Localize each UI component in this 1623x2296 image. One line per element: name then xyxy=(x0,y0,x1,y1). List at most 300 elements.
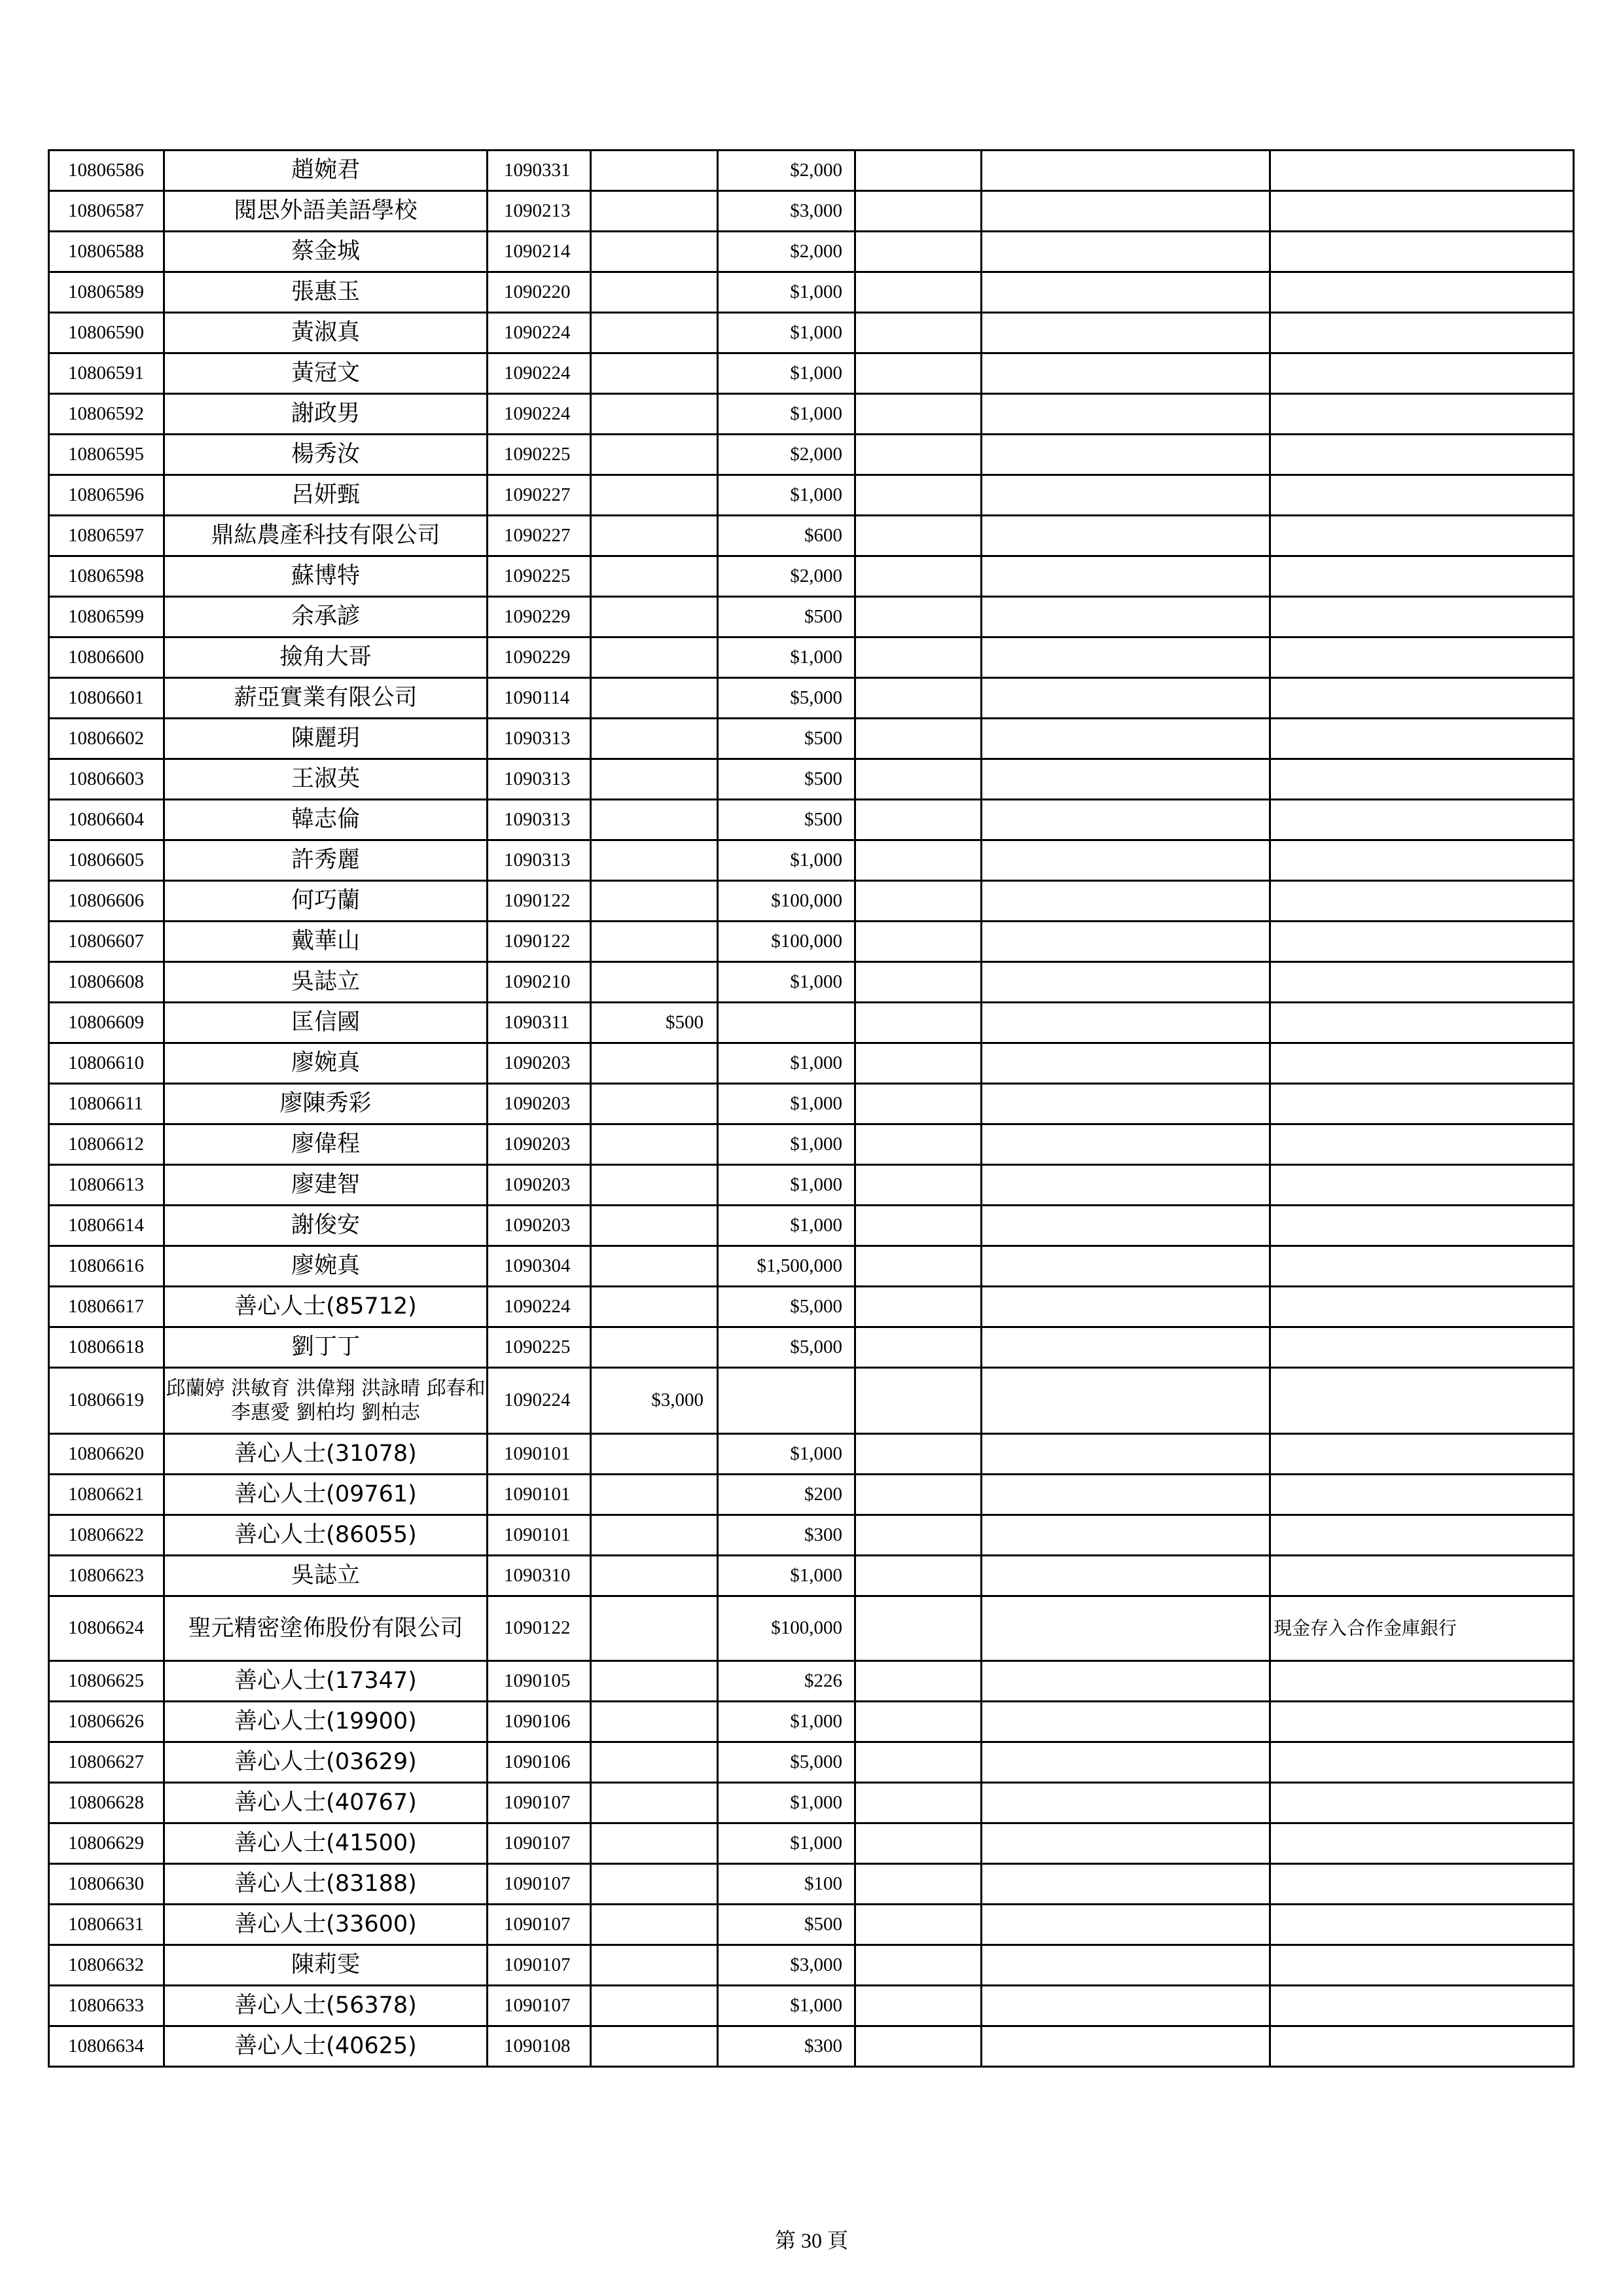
donation-date-cell: 1090224 xyxy=(488,353,591,394)
receipt-number-cell: 10806629 xyxy=(49,1823,164,1864)
remark-cell xyxy=(1270,2026,1574,2067)
blank-column-cell xyxy=(855,1043,982,1084)
amount-column-a-cell xyxy=(591,840,718,881)
remark-cell xyxy=(1270,637,1574,678)
amount-column-a-cell xyxy=(591,1515,718,1556)
blank-column-cell xyxy=(982,1702,1270,1742)
donation-date-cell: 1090203 xyxy=(488,1084,591,1124)
amount-column-a-cell xyxy=(591,556,718,597)
blank-column-cell xyxy=(982,1783,1270,1823)
blank-column-cell xyxy=(855,1475,982,1515)
amount-column-a-cell xyxy=(591,759,718,800)
remark-cell xyxy=(1270,313,1574,353)
table-row xyxy=(49,922,1574,962)
receipt-number-cell: 10806591 xyxy=(49,353,164,394)
blank-column-cell xyxy=(982,475,1270,516)
table-row xyxy=(49,1905,1574,1945)
donor-name-cell: 善心人士(41500) xyxy=(164,1823,488,1864)
donor-name-cell: 蘇博特 xyxy=(164,556,488,597)
donation-date-cell: 1090220 xyxy=(488,272,591,313)
receipt-number-cell: 10806611 xyxy=(49,1084,164,1124)
donation-date-cell: 1090224 xyxy=(488,1287,591,1327)
remark-cell xyxy=(1270,394,1574,435)
table-row xyxy=(49,516,1574,556)
donor-name-cell: 聖元精密塗佈股份有限公司 xyxy=(164,1596,488,1661)
donor-name-cell: 許秀麗 xyxy=(164,840,488,881)
amount-column-b-cell: $5,000 xyxy=(718,1287,855,1327)
amount-column-b-cell: $1,000 xyxy=(718,1206,855,1246)
amount-column-b-cell: $1,000 xyxy=(718,637,855,678)
amount-column-b-cell: $500 xyxy=(718,759,855,800)
remark-cell xyxy=(1270,1556,1574,1596)
amount-column-a-cell xyxy=(591,191,718,232)
amount-column-a-cell xyxy=(591,2026,718,2067)
amount-column-a-cell xyxy=(591,637,718,678)
blank-column-cell xyxy=(982,1742,1270,1783)
donor-name-cell: 善心人士(31078) xyxy=(164,1434,488,1475)
amount-column-b-cell: $300 xyxy=(718,1515,855,1556)
blank-column-cell xyxy=(982,922,1270,962)
table-row xyxy=(49,1043,1574,1084)
table-row xyxy=(49,1206,1574,1246)
receipt-number-cell: 10806633 xyxy=(49,1986,164,2026)
donation-date-cell: 1090114 xyxy=(488,678,591,719)
table-row xyxy=(49,272,1574,313)
amount-column-b-cell: $1,000 xyxy=(718,475,855,516)
table-row xyxy=(49,475,1574,516)
receipt-number-cell: 10806616 xyxy=(49,1246,164,1287)
remark-cell xyxy=(1270,1124,1574,1165)
amount-column-b-cell: $1,000 xyxy=(718,840,855,881)
amount-column-b-cell: $1,000 xyxy=(718,1084,855,1124)
table-row xyxy=(49,637,1574,678)
blank-column-cell xyxy=(855,1165,982,1206)
remark-cell xyxy=(1270,962,1574,1003)
receipt-number-cell: 10806631 xyxy=(49,1905,164,1945)
table-row xyxy=(49,1986,1574,2026)
table-row xyxy=(49,191,1574,232)
blank-column-cell xyxy=(982,435,1270,475)
amount-column-a-cell xyxy=(591,1124,718,1165)
remark-cell xyxy=(1270,435,1574,475)
blank-column-cell xyxy=(855,475,982,516)
blank-column-cell xyxy=(982,1945,1270,1986)
blank-column-cell xyxy=(982,1986,1270,2026)
amount-column-a-cell xyxy=(591,1287,718,1327)
amount-column-a-cell xyxy=(591,1475,718,1515)
donor-name-cell: 善心人士(19900) xyxy=(164,1702,488,1742)
remark-cell xyxy=(1270,1165,1574,1206)
blank-column-cell xyxy=(855,1206,982,1246)
blank-column-cell xyxy=(855,556,982,597)
remark-cell xyxy=(1270,353,1574,394)
amount-column-a-cell xyxy=(591,678,718,719)
donation-date-cell: 1090229 xyxy=(488,637,591,678)
table-row xyxy=(49,1702,1574,1742)
amount-column-b-cell: $600 xyxy=(718,516,855,556)
remark-cell xyxy=(1270,1702,1574,1742)
remark-cell xyxy=(1270,759,1574,800)
amount-column-a-cell xyxy=(591,597,718,637)
donor-name-cell: 戴華山 xyxy=(164,922,488,962)
donation-date-cell: 1090101 xyxy=(488,1475,591,1515)
amount-column-b-cell: $100,000 xyxy=(718,922,855,962)
donation-date-cell: 1090210 xyxy=(488,962,591,1003)
amount-column-a-cell xyxy=(591,1986,718,2026)
amount-column-b-cell: $1,000 xyxy=(718,1823,855,1864)
table-row xyxy=(49,1596,1574,1661)
blank-column-cell xyxy=(982,1556,1270,1596)
blank-column-cell xyxy=(982,232,1270,272)
amount-column-a-cell xyxy=(591,516,718,556)
remark-cell xyxy=(1270,1327,1574,1368)
donation-date-cell: 1090227 xyxy=(488,475,591,516)
table-row xyxy=(49,1945,1574,1986)
blank-column-cell xyxy=(855,151,982,191)
remark-cell xyxy=(1270,1287,1574,1327)
table-row xyxy=(49,1327,1574,1368)
donation-date-cell: 1090101 xyxy=(488,1434,591,1475)
donor-name-cell: 蔡金城 xyxy=(164,232,488,272)
blank-column-cell xyxy=(855,1986,982,2026)
amount-column-a-cell xyxy=(591,1556,718,1596)
amount-column-a-cell xyxy=(591,719,718,759)
amount-column-b-cell: $1,000 xyxy=(718,1702,855,1742)
blank-column-cell xyxy=(855,232,982,272)
blank-column-cell xyxy=(855,353,982,394)
donation-date-cell: 1090213 xyxy=(488,191,591,232)
amount-column-a-cell xyxy=(591,1165,718,1206)
remark-cell: 現金存入合作金庫銀行 xyxy=(1270,1596,1574,1661)
blank-column-cell xyxy=(855,191,982,232)
amount-column-a-cell xyxy=(591,394,718,435)
amount-column-a-cell xyxy=(591,1702,718,1742)
donor-name-cell: 韓志倫 xyxy=(164,800,488,840)
donation-date-cell: 1090224 xyxy=(488,394,591,435)
donation-date-cell: 1090105 xyxy=(488,1661,591,1702)
blank-column-cell xyxy=(982,962,1270,1003)
receipt-number-cell: 10806628 xyxy=(49,1783,164,1823)
amount-column-a-cell xyxy=(591,1905,718,1945)
blank-column-cell xyxy=(855,1596,982,1661)
table-row xyxy=(49,1783,1574,1823)
remark-cell xyxy=(1270,556,1574,597)
receipt-number-cell: 10806625 xyxy=(49,1661,164,1702)
donor-name-cell: 廖婉真 xyxy=(164,1043,488,1084)
donation-date-cell: 1090203 xyxy=(488,1124,591,1165)
blank-column-cell xyxy=(982,1206,1270,1246)
donation-date-cell: 1090107 xyxy=(488,1823,591,1864)
remark-cell xyxy=(1270,881,1574,922)
donation-date-cell: 1090203 xyxy=(488,1206,591,1246)
remark-cell xyxy=(1270,597,1574,637)
donor-name-cell: 王淑英 xyxy=(164,759,488,800)
blank-column-cell xyxy=(982,1864,1270,1905)
donation-date-cell: 1090107 xyxy=(488,1905,591,1945)
table-row xyxy=(49,1124,1574,1165)
amount-column-a-cell xyxy=(591,475,718,516)
amount-column-a-cell xyxy=(591,922,718,962)
blank-column-cell xyxy=(855,1905,982,1945)
blank-column-cell xyxy=(982,1287,1270,1327)
amount-column-b-cell: $5,000 xyxy=(718,1327,855,1368)
blank-column-cell xyxy=(855,840,982,881)
donor-name-cell: 善心人士(40767) xyxy=(164,1783,488,1823)
blank-column-cell xyxy=(982,840,1270,881)
amount-column-a-cell xyxy=(591,1945,718,1986)
table-row xyxy=(49,1742,1574,1783)
blank-column-cell xyxy=(855,394,982,435)
blank-column-cell xyxy=(982,1661,1270,1702)
remark-cell xyxy=(1270,1742,1574,1783)
blank-column-cell xyxy=(982,516,1270,556)
donor-name-cell: 撿角大哥 xyxy=(164,637,488,678)
remark-cell xyxy=(1270,922,1574,962)
blank-column-cell xyxy=(855,516,982,556)
table-row xyxy=(49,1287,1574,1327)
table-row xyxy=(49,1661,1574,1702)
blank-column-cell xyxy=(855,1823,982,1864)
blank-column-cell xyxy=(982,1596,1270,1661)
table-row xyxy=(49,1475,1574,1515)
table-row xyxy=(49,556,1574,597)
donor-name-cell: 善心人士(09761) xyxy=(164,1475,488,1515)
amount-column-a-cell: $3,000 xyxy=(591,1368,718,1434)
remark-cell xyxy=(1270,1986,1574,2026)
remark-cell xyxy=(1270,516,1574,556)
table-row xyxy=(49,313,1574,353)
donation-date-cell: 1090313 xyxy=(488,800,591,840)
amount-column-a-cell: $500 xyxy=(591,1003,718,1043)
table-row xyxy=(49,1003,1574,1043)
amount-column-a-cell xyxy=(591,272,718,313)
blank-column-cell xyxy=(982,597,1270,637)
donation-date-cell: 1090107 xyxy=(488,1986,591,2026)
table-row xyxy=(49,394,1574,435)
amount-column-a-cell xyxy=(591,1661,718,1702)
amount-column-a-cell xyxy=(591,1596,718,1661)
blank-column-cell xyxy=(855,1003,982,1043)
blank-column-cell xyxy=(855,637,982,678)
receipt-number-cell: 10806623 xyxy=(49,1556,164,1596)
donation-date-cell: 1090101 xyxy=(488,1515,591,1556)
remark-cell xyxy=(1270,1661,1574,1702)
amount-column-b-cell: $226 xyxy=(718,1661,855,1702)
receipt-number-cell: 10806622 xyxy=(49,1515,164,1556)
donor-name-cell: 陳莉雯 xyxy=(164,1945,488,1986)
donor-name-cell: 善心人士(56378) xyxy=(164,1986,488,2026)
donor-name-cell: 陳麗玥 xyxy=(164,719,488,759)
blank-column-cell xyxy=(982,1515,1270,1556)
receipt-number-cell: 10806592 xyxy=(49,394,164,435)
donation-date-cell: 1090214 xyxy=(488,232,591,272)
blank-column-cell xyxy=(855,1327,982,1368)
amount-column-a-cell xyxy=(591,962,718,1003)
receipt-number-cell: 10806597 xyxy=(49,516,164,556)
table-row xyxy=(49,1368,1574,1434)
table-row xyxy=(49,1084,1574,1124)
amount-column-b-cell: $5,000 xyxy=(718,678,855,719)
amount-column-a-cell xyxy=(591,1206,718,1246)
donor-name-cell: 廖建智 xyxy=(164,1165,488,1206)
donation-table-body xyxy=(49,151,1574,2067)
amount-column-b-cell: $500 xyxy=(718,1905,855,1945)
blank-column-cell xyxy=(982,1246,1270,1287)
donor-name-cell: 廖婉真 xyxy=(164,1246,488,1287)
blank-column-cell xyxy=(982,1368,1270,1434)
donor-name-cell: 余承諺 xyxy=(164,597,488,637)
receipt-number-cell: 10806609 xyxy=(49,1003,164,1043)
amount-column-a-cell xyxy=(591,313,718,353)
donor-name-cell: 呂妍甄 xyxy=(164,475,488,516)
donation-table xyxy=(48,149,1575,2068)
donation-date-cell: 1090122 xyxy=(488,881,591,922)
donor-name-cell: 楊秀汝 xyxy=(164,435,488,475)
receipt-number-cell: 10806613 xyxy=(49,1165,164,1206)
receipt-number-cell: 10806627 xyxy=(49,1742,164,1783)
blank-column-cell xyxy=(982,353,1270,394)
donation-date-cell: 1090311 xyxy=(488,1003,591,1043)
blank-column-cell xyxy=(855,719,982,759)
remark-cell xyxy=(1270,475,1574,516)
donor-name-cell: 善心人士(17347) xyxy=(164,1661,488,1702)
blank-column-cell xyxy=(855,1368,982,1434)
blank-column-cell xyxy=(982,1823,1270,1864)
donor-name-cell: 善心人士(85712) xyxy=(164,1287,488,1327)
blank-column-cell xyxy=(982,637,1270,678)
remark-cell xyxy=(1270,1434,1574,1475)
blank-column-cell xyxy=(855,1945,982,1986)
donation-date-cell: 1090225 xyxy=(488,556,591,597)
blank-column-cell xyxy=(982,272,1270,313)
blank-column-cell xyxy=(855,2026,982,2067)
blank-column-cell xyxy=(855,962,982,1003)
receipt-number-cell: 10806624 xyxy=(49,1596,164,1661)
table-row xyxy=(49,759,1574,800)
blank-column-cell xyxy=(855,800,982,840)
amount-column-b-cell: $200 xyxy=(718,1475,855,1515)
amount-column-b-cell: $300 xyxy=(718,2026,855,2067)
blank-column-cell xyxy=(855,922,982,962)
donation-date-cell: 1090203 xyxy=(488,1043,591,1084)
amount-column-b-cell: $1,000 xyxy=(718,1556,855,1596)
amount-column-a-cell xyxy=(591,435,718,475)
remark-cell xyxy=(1270,678,1574,719)
donor-name-cell: 善心人士(83188) xyxy=(164,1864,488,1905)
amount-column-b-cell: $1,000 xyxy=(718,962,855,1003)
blank-column-cell xyxy=(982,1124,1270,1165)
table-row xyxy=(49,840,1574,881)
donor-name-cell: 黃淑真 xyxy=(164,313,488,353)
blank-column-cell xyxy=(855,1124,982,1165)
amount-column-b-cell: $500 xyxy=(718,597,855,637)
blank-column-cell xyxy=(982,191,1270,232)
donor-name-cell: 薪亞實業有限公司 xyxy=(164,678,488,719)
table-row xyxy=(49,1864,1574,1905)
amount-column-b-cell: $1,000 xyxy=(718,1043,855,1084)
blank-column-cell xyxy=(855,1783,982,1823)
receipt-number-cell: 10806610 xyxy=(49,1043,164,1084)
blank-column-cell xyxy=(855,1434,982,1475)
table-row xyxy=(49,353,1574,394)
receipt-number-cell: 10806590 xyxy=(49,313,164,353)
table-row xyxy=(49,597,1574,637)
donor-name-cell: 善心人士(03629) xyxy=(164,1742,488,1783)
blank-column-cell xyxy=(855,1661,982,1702)
table-row xyxy=(49,962,1574,1003)
blank-column-cell xyxy=(982,800,1270,840)
donor-name-cell: 善心人士(40625) xyxy=(164,2026,488,2067)
table-row xyxy=(49,1515,1574,1556)
receipt-number-cell: 10806588 xyxy=(49,232,164,272)
donation-date-cell: 1090229 xyxy=(488,597,591,637)
blank-column-cell xyxy=(982,678,1270,719)
amount-column-b-cell: $500 xyxy=(718,800,855,840)
receipt-number-cell: 10806607 xyxy=(49,922,164,962)
donation-date-cell: 1090203 xyxy=(488,1165,591,1206)
donation-date-cell: 1090313 xyxy=(488,719,591,759)
table-row xyxy=(49,232,1574,272)
receipt-number-cell: 10806602 xyxy=(49,719,164,759)
amount-column-b-cell: $1,000 xyxy=(718,1165,855,1206)
remark-cell xyxy=(1270,1945,1574,1986)
donation-date-cell: 1090122 xyxy=(488,922,591,962)
remark-cell xyxy=(1270,1043,1574,1084)
blank-column-cell xyxy=(982,881,1270,922)
donor-name-cell: 匡信國 xyxy=(164,1003,488,1043)
donation-date-cell: 1090107 xyxy=(488,1945,591,1986)
blank-column-cell xyxy=(982,556,1270,597)
blank-column-cell xyxy=(982,394,1270,435)
blank-column-cell xyxy=(855,272,982,313)
blank-column-cell xyxy=(855,435,982,475)
amount-column-b-cell: $100,000 xyxy=(718,881,855,922)
donation-date-cell: 1090313 xyxy=(488,759,591,800)
remark-cell xyxy=(1270,1368,1574,1434)
amount-column-b-cell: $1,000 xyxy=(718,1986,855,2026)
remark-cell xyxy=(1270,191,1574,232)
receipt-number-cell: 10806603 xyxy=(49,759,164,800)
donor-name-cell: 何巧蘭 xyxy=(164,881,488,922)
table-row xyxy=(49,1246,1574,1287)
blank-column-cell xyxy=(982,2026,1270,2067)
remark-cell xyxy=(1270,800,1574,840)
blank-column-cell xyxy=(855,678,982,719)
donation-date-cell: 1090313 xyxy=(488,840,591,881)
receipt-number-cell: 10806619 xyxy=(49,1368,164,1434)
donation-date-cell: 1090225 xyxy=(488,1327,591,1368)
table-row xyxy=(49,435,1574,475)
receipt-number-cell: 10806587 xyxy=(49,191,164,232)
remark-cell xyxy=(1270,151,1574,191)
table-row xyxy=(49,678,1574,719)
blank-column-cell xyxy=(982,151,1270,191)
blank-column-cell xyxy=(855,597,982,637)
amount-column-a-cell xyxy=(591,1084,718,1124)
receipt-number-cell: 10806617 xyxy=(49,1287,164,1327)
amount-column-a-cell xyxy=(591,1043,718,1084)
blank-column-cell xyxy=(855,1515,982,1556)
receipt-number-cell: 10806586 xyxy=(49,151,164,191)
amount-column-b-cell: $100,000 xyxy=(718,1596,855,1661)
amount-column-a-cell xyxy=(591,1823,718,1864)
donor-name-cell: 閱思外語美語學校 xyxy=(164,191,488,232)
table-row xyxy=(49,1434,1574,1475)
receipt-number-cell: 10806620 xyxy=(49,1434,164,1475)
amount-column-a-cell xyxy=(591,1864,718,1905)
amount-column-b-cell xyxy=(718,1368,855,1434)
receipt-number-cell: 10806598 xyxy=(49,556,164,597)
